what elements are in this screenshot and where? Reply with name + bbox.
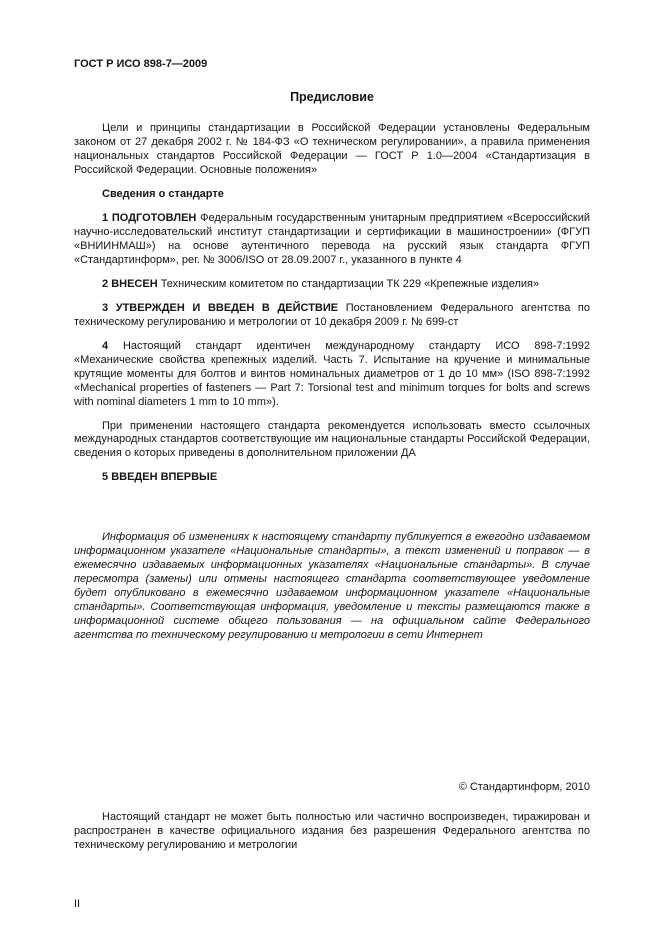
page-number: II: [74, 898, 81, 910]
copyright-line: © Стандартинформ, 2010: [458, 781, 590, 794]
reproduction-restriction-paragraph: Настоящий стандарт не может быть полностью или частично воспроизведен, тиражирован и распространен в качестве официального издания без разрешения Федерального агентства по техническому регулированию и метрологии: [74, 811, 590, 852]
item-1-number: 1: [102, 211, 109, 224]
intro-paragraph: Цели и принципы стандартизации в Российской Федерации установлены Федеральным законом от 27 декабря 2002 г. № 184-ФЗ «О техническом регулировании», а правила применения национальных стандартов Российской Федерации — ГОСТ Р 1.0—2004 «Стандартизация в Российской Федерации. Основные положения»: [74, 122, 590, 176]
standard-item-2: [74, 278, 590, 292]
application-note-text: При применении настоящего стандарта рекомендуется использовать вместо ссылочных международных стандартов соответствующие им национальные стандарты Российской Федерации, сведения о которых приведены в дополнительном приложении ДА: [74, 419, 590, 460]
changes-notice-paragraph: Информация об изменениях к настоящему стандарту публикуется в ежегодно издаваемом информационном указателе «Национальные стандарты», а текст изменений и поправок — в ежемесячно издаваемых информационных указателях «Национальные стандарты». В случае пересмотра (замены) или отмены настоящего стандарта соответствующее уведомление будет опубликовано в ежемесячно издаваемом информационном указателе «Национальные стандарты». Соответствующая информация, уведомление и тексты размещаются также в информационной системе общего пользования — на официальном сайте Федерального агентства по техническому регулированию и метрологии в сети Интернет: [74, 531, 590, 642]
standard-item-4: [74, 340, 590, 410]
item-3-text: Постановлением Федерального агентства по техническому регулированию и метрологии от 10 декабря 2009 г. № 699-ст: [74, 301, 590, 328]
doc-number: ГОСТ Р ИСО 898-7—2009: [74, 58, 208, 70]
item-5-number: 5: [102, 471, 109, 484]
item-2-number: 2: [102, 277, 109, 290]
item-3-keyword: УТВЕРЖДЕН И ВВЕДЕН В ДЕЙСТВИЕ: [115, 301, 339, 314]
application-note-paragraph: [74, 420, 590, 462]
item-1-text: Федеральным государственным унитарным предприятием «Всероссийский научно-исследовательский институт стандартизации и сертификации в машиностроении» (ФГУП «ВНИИНМАШ») на основе аутентичного перевода на русский язык стандарта ФГУП «Стандартинформ», рег. № 3006/ISO от 28.09.2007 г., указанного в пункте 4: [74, 211, 590, 266]
standard-item-3: [74, 302, 590, 330]
standard-item-1: [74, 212, 590, 268]
item-2-keyword: ВНЕСЕН: [111, 277, 158, 290]
item-2-text: Техническим комитетом по стандартизации ТК 229 «Крепежные изделия»: [160, 277, 540, 290]
page-title: Предисловие: [290, 90, 374, 104]
item-1-keyword: ПОДГОТОВЛЕН: [111, 211, 197, 224]
item-4-number: 4: [102, 339, 109, 352]
item-4-text: Настоящий стандарт идентичен международному стандарту ИСО 898-7:1992 «Механические свойства крепежных изделий. Часть 7. Испытание на кручение и минимальные крутящие моменты для болтов и винтов номинальных диаметров от 1 до 10 мм» (ISO 898-7:1992 «Mechanical properties of fasteners — Part 7: Torsional test and minimum torques for bolts and screws with nominal diameters 1 mm to 10 mm»).: [74, 339, 591, 408]
item-5-keyword: ВВЕДЕН ВПЕРВЫЕ: [111, 471, 218, 484]
item-3-number: 3: [102, 301, 109, 314]
section-heading: Сведения о стандарте: [102, 187, 224, 200]
standard-item-5: [74, 471, 590, 485]
